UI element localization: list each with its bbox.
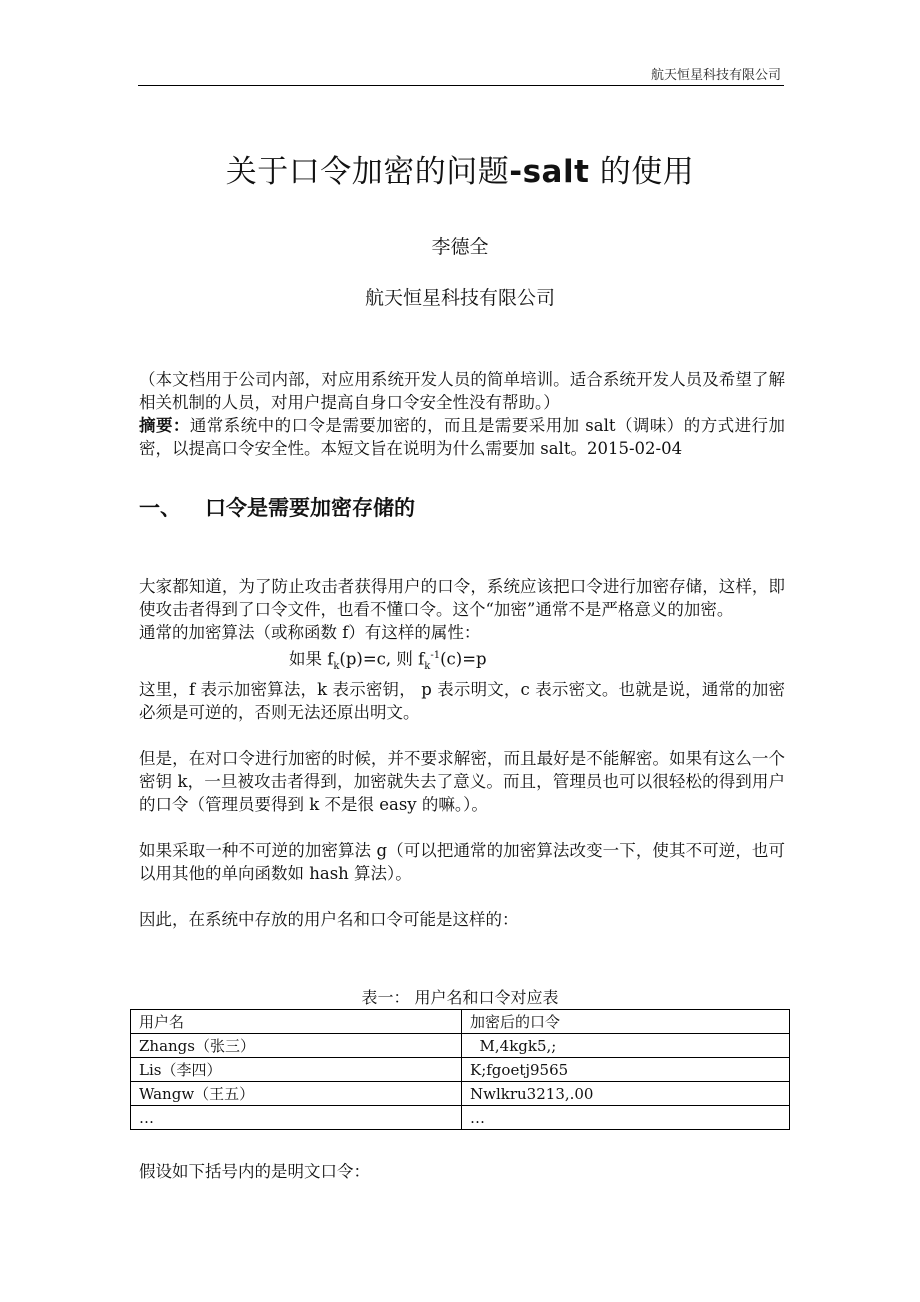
paragraph-3: 这里，f 表示加密算法，k 表示密钥， p 表示明文，c 表示密文。也就是说，通常的加密必须是可逆的，否则无法还原出明文。 <box>139 679 785 722</box>
title-suffix: 的使用 <box>589 154 695 190</box>
title-prefix: 关于口令加密的问题 <box>225 154 510 190</box>
intro-note: （本文档用于公司内部，对应用系统开发人员的简单培训。适合系统开发人员及希望了解相关机制的人员，对用户提高自身口令安全性没有帮助。） <box>139 370 785 412</box>
table-header-cell: 用户名 <box>131 1010 462 1034</box>
formula-sub-1: k <box>333 660 340 672</box>
section-number: 一、 <box>139 496 181 520</box>
formula-sup: -1 <box>430 650 441 661</box>
after-table-text <box>139 1160 785 1183</box>
table-header-row <box>131 1010 790 1034</box>
paragraph-7: 假设如下括号内的是明文口令： <box>139 1162 370 1181</box>
formula-lead: 如果 <box>289 649 328 669</box>
password-cell: M,4kgk5,; <box>462 1034 790 1058</box>
organization: 航天恒星科技有限公司 <box>364 287 555 309</box>
page-title <box>0 146 920 191</box>
username-cell: … <box>131 1106 462 1130</box>
abstract-text: 通常系统中的口令是需要加密的，而且是需要采用加 salt（调味）的方式进行加密，以提高口令安全性。本短文旨在说明为什么需要加 salt。2015-02-04 <box>139 416 785 458</box>
formula-sub-2: k <box>424 660 431 672</box>
username-cell: Wangw（王五） <box>131 1082 462 1106</box>
section-title: 口令是需要加密存储的 <box>205 496 415 520</box>
abstract-label: 摘要： <box>139 416 190 435</box>
password-table <box>130 1009 790 1130</box>
section-heading <box>139 492 415 522</box>
paragraph-6: 因此，在系统中存放的用户名和口令可能是这样的： <box>139 909 519 929</box>
table-header-cell: 加密后的口令 <box>462 1010 790 1034</box>
paragraph-4: 但是，在对口令进行加密的时候，并不要求解密，而且最好是不能解密。如果有这么一个密钥 k，一旦被攻击者得到，加密就失去了意义。而且，管理员也可以很轻松的得到用户的口令（管理员要得到 k 不是很 easy 的嘛。）。 <box>139 748 785 814</box>
header-company: 航天恒星科技有限公司 <box>650 68 781 83</box>
formula-mid: (p)=c, 则 f <box>339 649 425 669</box>
table-caption: 表一： 用户名和口令对应表 <box>361 988 559 1007</box>
password-cell: K;fgoetj9565 <box>462 1058 790 1082</box>
password-cell: … <box>462 1106 790 1130</box>
author-name: 李德全 <box>431 236 489 258</box>
abstract <box>139 414 785 460</box>
title-keyword: -salt <box>509 154 590 190</box>
paragraph-2: 通常的加密算法（或称函数 f）有这样的属性： <box>139 623 481 642</box>
password-cell: Nwlkru3213,.00 <box>462 1082 790 1106</box>
paragraph-1: 大家都知道，为了防止攻击者获得用户的口令，系统应该把口令进行加密存储，这样，即使攻击者得到了口令文件，也看不懂口令。这个“加密”通常不是严格意义的加密。 <box>139 577 785 619</box>
table-row <box>131 1106 790 1130</box>
table-row <box>131 1058 790 1082</box>
username-cell: Lis（李四） <box>131 1058 462 1082</box>
paragraph-5: 如果采取一种不可逆的加密算法 g（可以把通常的加密算法改变一下，使其不可逆，也可以用其他的单向函数如 hash 算法）。 <box>139 840 785 883</box>
main-content <box>139 575 785 931</box>
formula-end: (c)=p <box>440 649 487 669</box>
intro-block <box>139 368 785 460</box>
header-divider <box>138 85 784 86</box>
formula-f: f <box>327 649 334 669</box>
table-row <box>131 1034 790 1058</box>
formula <box>139 644 785 678</box>
table-row <box>131 1082 790 1106</box>
username-cell: Zhangs（张三） <box>131 1034 462 1058</box>
